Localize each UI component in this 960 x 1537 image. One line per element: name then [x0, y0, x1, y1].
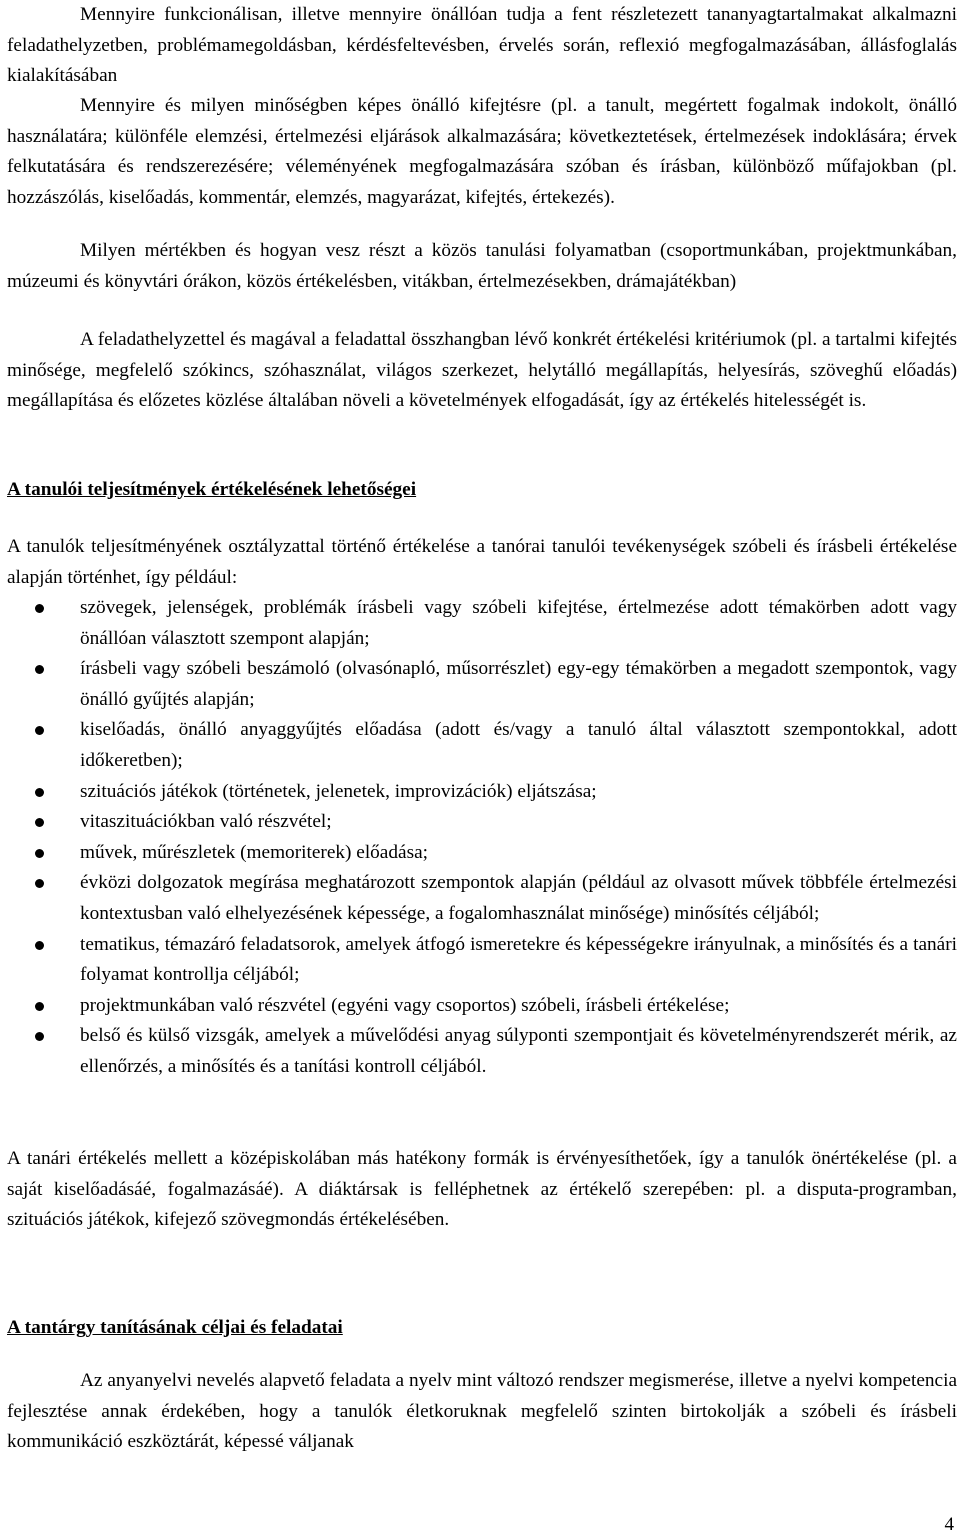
- list-item: vitaszituációkban való részvétel;: [7, 807, 957, 838]
- list-item: projektmunkában való részvétel (egyéni vagy csoportos) szóbeli, írásbeli értékelése;: [7, 991, 957, 1022]
- bullet-icon: [35, 941, 44, 950]
- bullet-icon: [35, 818, 44, 827]
- bullet-icon: [35, 849, 44, 858]
- paragraph-group-learning: Milyen mértékben és hogyan vesz részt a közös tanulási folyamatban (csoportmunkában, projektmunkában, múzeumi és könyvtári órákon, közös értékelésben, vitákban, értelmezésekben, drámajátékban): [7, 240, 957, 292]
- bullet-icon: [35, 788, 44, 797]
- bullet-icon: [35, 604, 44, 613]
- paragraph-self-assessment: A tanári értékelés mellett a középiskolában más hatékony formák is érvényesíthetőek, így a tanulók önértékelése (pl. a saját kiselőadásáé, fogalmazásáé). A diáktársak is felléphetnek az értékelő szerepében: pl. a disputa-programban, szituációs játékok, kifejező szövegmondás értékelésében.: [7, 1148, 957, 1231]
- list-item: évközi dolgozatok megírása meghatározott szempontok alapján (például az olvasott művek többféle értelmezési kontextusban való elhelyezésének képessége, a fogalomhasználat minősége) minősítés céljából;: [7, 868, 957, 929]
- list-item: szövegek, jelenségek, problémák írásbeli vagy szóbeli kifejtése, értelmezése adott témakörben adott vagy önállóan választott szempont alapján;: [7, 593, 957, 654]
- section-heading-assessment: A tanulói teljesítmények értékelésének lehetőségei: [7, 479, 417, 500]
- paragraph-evaluation-criteria: A feladathelyzettel és magával a feladattal összhangban lévő konkrét értékelési kritériumok (pl. a tartalmi kifejtés minősége, megfelelő szókincs, szóhasználat, világos szerkezet, helytálló megállapítás, helyesírás, szöveghű előadás) megállapítása és előzetes közlése általában növeli a követelmények elfogadását, így az értékelés hitelességét is.: [7, 329, 957, 412]
- bullet-icon: [35, 665, 44, 674]
- bullet-icon: [35, 1002, 44, 1011]
- bullet-icon: [35, 1032, 44, 1041]
- paragraph-applying-knowledge: Mennyire funkcionálisan, illetve mennyire önállóan tudja a fent részletezett tananyagtartalmakat alkalmazni feladathelyzetben, problémamegoldásban, kérdésfeltevésben, érvelés során, reflexió megfogalmazásában, állásfoglalás kialakításában: [7, 4, 957, 87]
- list-item: belső és külső vizsgák, amelyek a művelődési anyag súlyponti szempontjait és követelményrendszerét mérik, az ellenőrzés, a minősítés és a tanítási kontroll céljából.: [7, 1021, 957, 1082]
- list-item: írásbeli vagy szóbeli beszámoló (olvasónapló, műsorrészlet) egy-egy témakörben a megadott szempontok, vagy önálló gyűjtés alapján;: [7, 654, 957, 715]
- assessment-methods-list: [7, 593, 957, 1083]
- list-item: tematikus, témazáró feladatsorok, amelyek átfogó ismeretekre és képességekre irányulnak, a minősítés és a tanári folyamat kontrollja céljából;: [7, 930, 957, 991]
- bullet-icon: [35, 879, 44, 888]
- paragraph-independent-explanation: Mennyire és milyen minőségben képes önálló kifejtésre (pl. a tanult, megértett fogalmak indokolt, önálló használatára; különféle elemzési, értelmezési eljárások alkalmazására; következtetések, értelmezések indoklására; érvek felkutatására és rendszerezésére; véleményének megfogalmazására szóban és írásban, különböző műfajokban (pl. hozzászólás, kiselőadás, kommentár, elemzés, magyarázat, kifejtés, értekezés).: [7, 95, 957, 208]
- page-number: 4: [944, 1514, 954, 1535]
- paragraph-native-language-education: Az anyanyelvi nevelés alapvető feladata a nyelv mint változó rendszer megismerése, illetve a nyelvi kompetencia fejlesztése annak érdekében, hogy a tanulók életkoruknak megfelelő szinten birtokolják a szóbeli és írásbeli kommunikáció eszköztárát, képessé váljanak: [7, 1370, 957, 1453]
- list-item: szituációs játékok (történetek, jelenetek, improvizációk) eljátszása;: [7, 777, 957, 808]
- bullet-icon: [35, 726, 44, 735]
- paragraph-assessment-intro: A tanulók teljesítményének osztályzattal történő értékelése a tanórai tanulói tevékenységek szóbeli és írásbeli értékelése alapján történhet, így például:: [7, 536, 957, 588]
- section-heading-goals: A tantárgy tanításának céljai és feladatai: [7, 1317, 343, 1338]
- list-item: művek, műrészletek (memoriterek) előadása;: [7, 838, 957, 869]
- list-item: kiselőadás, önálló anyaggyűjtés előadása (adott és/vagy a tanuló által választott szempontokkal, adott időkeretben);: [7, 715, 957, 776]
